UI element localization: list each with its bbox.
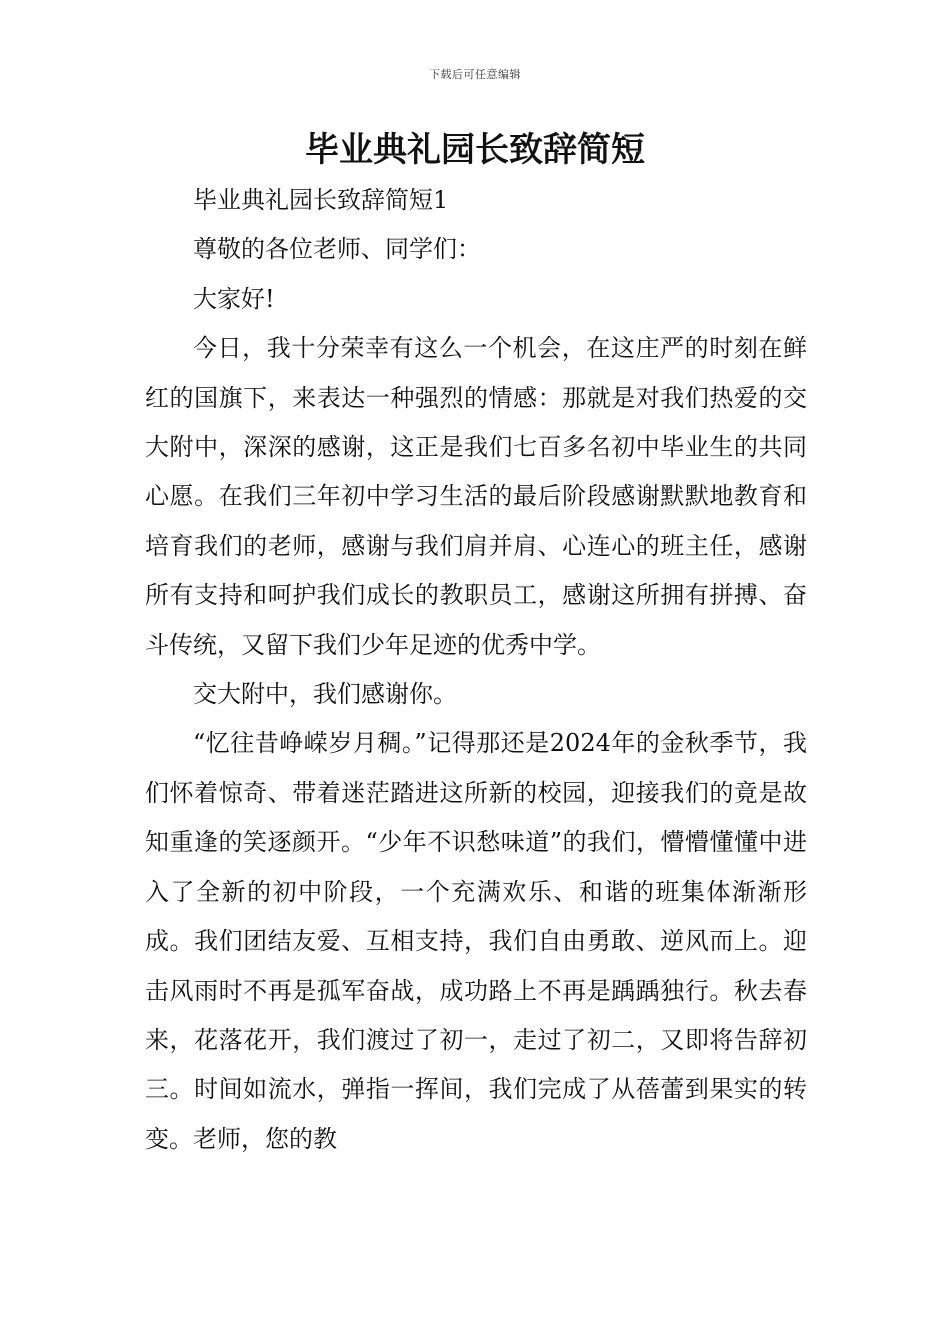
header-note: 下载后可任意编辑 [429, 68, 521, 81]
subtitle-paragraph: 毕业典礼园长致辞简短1 [193, 186, 449, 214]
body-paragraph: “忆往昔峥嵘岁月稠。”记得那还是2024年的金秋季节，我们怀着惊奇、带着迷茫踏进这所新的校园，迎接我们的竟是故知重逢的笑逐颜开。“少年不识愁味道”的我们，懵懵懂懂中进入了全新的初中阶段，一个充满欢乐、和谐的班集体渐渐形成。我们团结友爱、互相支持，我们自由勇敢、逆风而上。迎击风雨时不再是孤军奋战，成功路上不再是踽踽独行。秋去春来，花落花开，我们渡过了初一，走过了初二，又即将告辞初三。时间如流水，弹指一挥间，我们完成了从蓓蕾到果实的转变。老师，您的教 [145, 729, 807, 1153]
document-title: 毕业典礼园长致辞简短 [305, 130, 645, 170]
body-paragraph: 交大附中，我们感谢你。 [193, 680, 457, 709]
document-body [145, 176, 807, 1164]
body-paragraph: 今日，我十分荣幸有这么一个机会，在这庄严的时刻在鲜红的国旗下，来表达一种强烈的情感：那就是对我们热爱的交大附中，深深的感谢，这正是我们七百多名初中毕业生的共同心愿。在我们三年初中学习生活的最后阶段感谢默默地教育和培育我们的老师，感谢与我们肩并肩、心连心的班主任，感谢所有支持和呵护我们成长的教职员工，感谢这所拥有拼搏、奋斗传统，又留下我们少年足迹的优秀中学。 [145, 334, 807, 659]
salutation-paragraph: 尊敬的各位老师、同学们： [193, 235, 481, 264]
greeting-paragraph: 大家好! [193, 284, 275, 313]
